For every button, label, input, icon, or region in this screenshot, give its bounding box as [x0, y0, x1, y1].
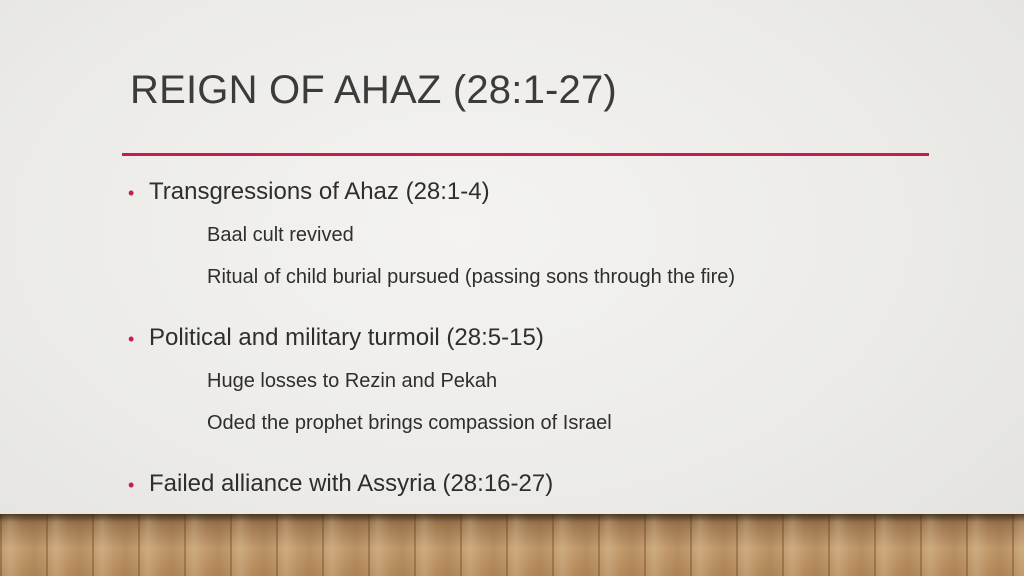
sub-item: Huge losses to Rezin and Pekah [207, 370, 498, 392]
wood-floor-decoration [0, 514, 1024, 576]
title-divider [122, 153, 929, 156]
slide-title: REIGN OF AHAZ (28:1-27) [130, 68, 617, 112]
bullet-text: Political and military turmoil (28:5-15) [149, 324, 544, 351]
bullet-dot-icon: • [128, 183, 135, 203]
bullet-list [128, 178, 928, 498]
sub-item: Ritual of child burial pursued (passing sons through the fire) [207, 266, 736, 288]
sub-list [128, 222, 928, 306]
bullet-dot-icon: • [128, 475, 135, 495]
sub-item: Baal cult revived [207, 224, 354, 246]
sub-item: Oded the prophet brings compassion of Israel [207, 412, 612, 434]
bullet-dot-icon: • [128, 329, 135, 349]
bullet-text: Failed alliance with Assyria (28:16-27) [149, 470, 554, 497]
bullet-item [128, 324, 928, 452]
bullet-text: Transgressions of Ahaz (28:1-4) [149, 178, 490, 205]
sub-list [128, 368, 928, 452]
floor-shadow [0, 514, 1024, 522]
bullet-item [128, 178, 928, 306]
bullet-item [128, 470, 928, 498]
